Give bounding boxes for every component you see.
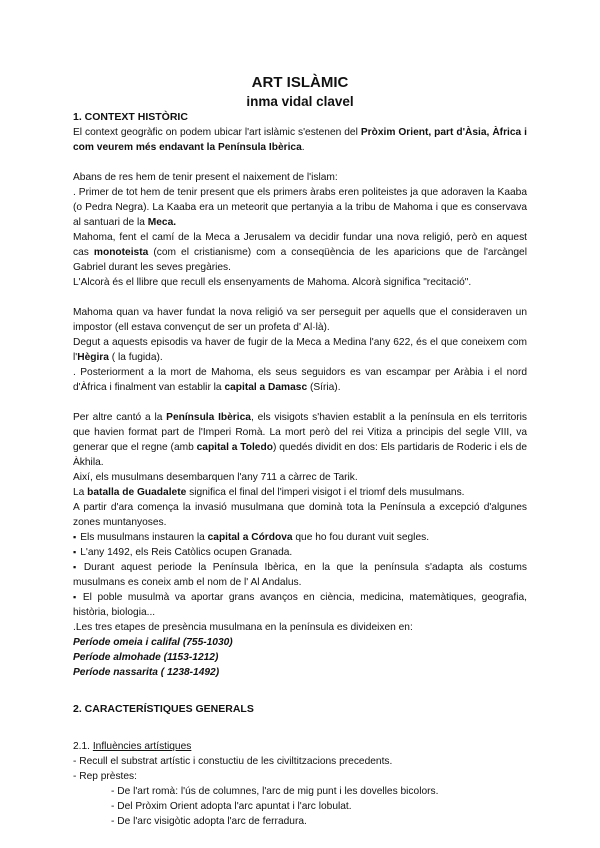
paragraph: L'Alcorà és el llibre que recull els ensenyaments de Mahoma. Alcorà significa "recitació". bbox=[73, 277, 472, 288]
bullet-item: ▪ El poble musulmà va aportar grans avanços en ciència, medicina, matemàtiques, geografia, història, biologia... bbox=[73, 590, 527, 620]
paragraph: Mahoma quan va haver fundat la nova religió va ser perseguit per aquells que el consideraven un impostor (ell estava convençut de ser un profeta d' Al·là). bbox=[73, 307, 527, 333]
paragraph: . Posteriorment a la mort de Mahoma, els seus seguidors es van escampar per Aràbia i el nord d'Àfrica i finalment van establir la capital a Damasc (Síria). bbox=[73, 367, 527, 393]
period-almohade: Període almohade (1153-1212) bbox=[73, 652, 219, 663]
list-line: - Recull el substrat artístic i constuctiu de les civiltitzacions precedents. bbox=[73, 756, 393, 767]
paragraph: Mahoma, fent el camí de la Meca a Jerusalem va decidir fundar una nova religió, però en aquest cas monoteista (com el cristianisme) com a conseqüència de les aparicions que de l'arcàngel Gabriel durant les seves pregàries. bbox=[73, 232, 527, 273]
paragraph: .Les tres etapes de presència musulmana en la península es divideixen en: bbox=[73, 622, 413, 633]
period-omeia: Període omeia i califal (755-1030) bbox=[73, 637, 233, 648]
document-subtitle: inma vidal clavel bbox=[246, 94, 354, 109]
list-item: - Del Pròxim Orient adopta l'arc apuntat i l'arc lobulat. bbox=[111, 801, 352, 812]
paragraph: Degut a aquests episodis va haver de fugir de la Meca a Medina l'any 622, és el que coneixem com l'Hègira ( la fugida). bbox=[73, 337, 527, 363]
section-heading-context: 1. CONTEXT HISTÒRIC bbox=[73, 111, 188, 123]
paragraph: El context geogràfic on podem ubicar l'art islàmic s'estenen del Pròxim Orient, part d'Àsia, Àfrica i com veurem més endavant la Península Ibèrica. bbox=[73, 127, 527, 153]
subsection-heading: 2.1. Influències artístiques bbox=[73, 741, 192, 752]
document-title: ART ISLÀMIC bbox=[251, 74, 349, 91]
paragraph: . Primer de tot hem de tenir present que els primers àrabs eren politeistes ja que adoraven la Kaaba (o Pedra Negra). La Kaaba era un meteorit que pertanyia a la tribu de Mahoma i que es conservava al santuari de la Meca. bbox=[73, 187, 527, 228]
list-item: - De l'arc visigòtic adopta l'arc de ferradura. bbox=[111, 816, 307, 827]
paragraph: Per altre cantó a la Península Ibèrica, els visigots s'havien establit a la península en els territoris que havien format part de l'Imperi Romà. La mort però del rei Vitiza a principis del segle VIII, va generar que el regne (amb capital a Toledo) quedés dividit en dos: Els partidaris de Roderic i els de Àkhila. bbox=[73, 412, 527, 468]
bullet-item: ▪ Els musulmans instauren la capital a Córdova que ho fou durant vuit segles. bbox=[73, 530, 527, 545]
paragraph: Així, els musulmans desembarquen l'any 711 a càrrec de Tarik. bbox=[73, 472, 358, 483]
period-nassarita: Període nassarita ( 1238-1492) bbox=[73, 667, 220, 678]
paragraph: A partir d'ara comença la invasió musulmana que dominà tota la Península a excepció d'algunes zones muntanyoses. bbox=[73, 502, 527, 528]
paragraph: La batalla de Guadalete significa el final del l'imperi visigot i el triomf dels musulmans. bbox=[73, 487, 465, 498]
paragraph: Abans de res hem de tenir present el naixement de l'islam: bbox=[73, 172, 338, 183]
section-heading-characteristics: 2. CARACTERÍSTIQUES GENERALS bbox=[73, 703, 254, 715]
list-item: - De l'art romà: l'ús de columnes, l'arc de mig punt i les dovelles bicolors. bbox=[111, 786, 439, 797]
list-line: - Rep prèstes: bbox=[73, 771, 137, 782]
bullet-item: ▪ L'any 1492, els Reis Catòlics ocupen Granada. bbox=[73, 545, 527, 560]
bullet-item: ▪ Durant aquest periode la Península Ibèrica, en la que la península s'adapta als costums musulmans es coneix amb el nom de l' Al Andalus. bbox=[73, 560, 527, 590]
document-body bbox=[73, 110, 527, 829]
